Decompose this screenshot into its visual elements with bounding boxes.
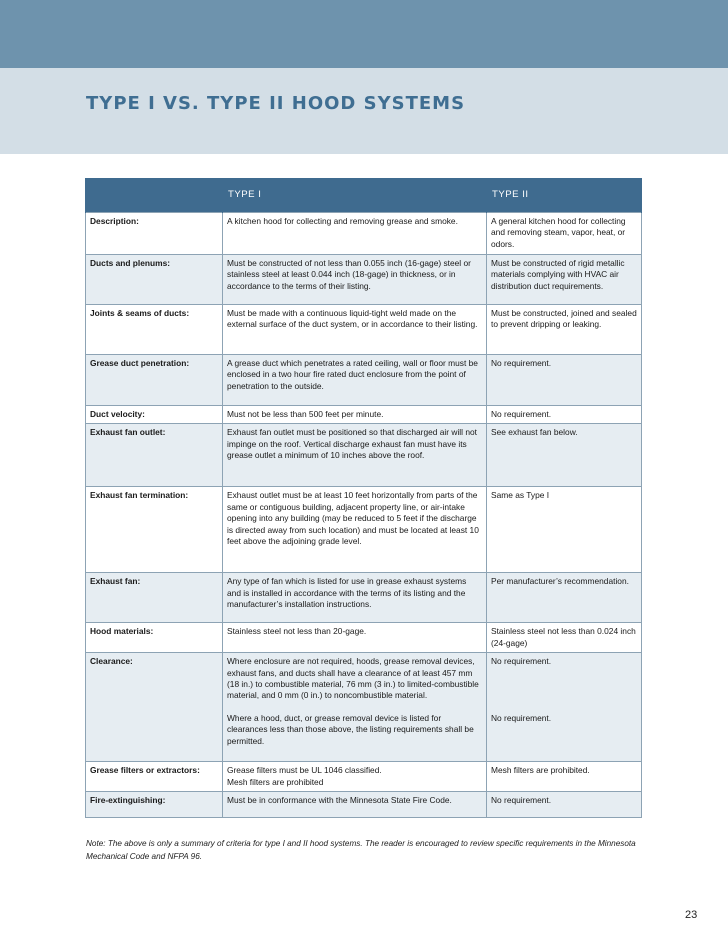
type-1-cell: Any type of fan which is listed for use in grease exhaust systems and is installed in accordance with the terms of its listing and the manufacturer’s installation instructions. — [223, 573, 487, 623]
clearance-text-1: Where enclosure are not required, hoods, grease removal devices, exhaust fans, and ducts shall have a clearance of at least 457 mm (18 in.) to combustible material, 76 mm (3 in.) to limited-combustible material, and 0 mm (0 in.) to noncombustible material. — [227, 656, 479, 701]
table-row-ducts-plenums — [86, 255, 642, 305]
row-label: Joints & seams of ducts: — [86, 305, 223, 355]
header-type-1: TYPE I — [223, 178, 487, 213]
type-1-cell: Exhaust fan outlet must be positioned so that discharged air will not impinge on the roof. Vertical discharge exhaust fan must have its grease outlet a minimum of 10 inches above the roof. — [223, 424, 487, 487]
type-2-cell: No requirement. — [487, 355, 642, 406]
page-number: 23 — [685, 909, 698, 921]
type-2-cell — [487, 653, 642, 762]
row-label: Fire-extinguishing: — [86, 792, 223, 818]
row-label: Exhaust fan termination: — [86, 487, 223, 573]
grease-filter-text-1: Grease filters must be UL 1046 classified. — [227, 765, 382, 776]
row-label: Hood materials: — [86, 623, 223, 653]
row-label: Grease duct penetration: — [86, 355, 223, 406]
row-label: Description: — [86, 213, 223, 255]
top-banner — [0, 0, 728, 68]
row-label: Grease filters or extractors: — [86, 762, 223, 792]
table-header-row — [86, 178, 642, 213]
clearance-type-2-text-2: No requirement. — [491, 712, 552, 723]
type-1-cell: Must be constructed of not less than 0.055 inch (16-gage) steel or stainless steel at least 0.044 inch (18-gage) in thickness, or in accordance to the terms of their listing. — [223, 255, 487, 305]
type-2-cell: Per manufacturer’s recommendation. — [487, 573, 642, 623]
header-type-2: TYPE II — [487, 178, 642, 213]
type-2-cell: See exhaust fan below. — [487, 424, 642, 487]
table-row-exhaust-fan — [86, 573, 642, 623]
type-1-cell: A grease duct which penetrates a rated ceiling, wall or floor must be enclosed in a two hour fire rated duct enclosure from the point of penetration to the outside. — [223, 355, 487, 406]
type-2-cell: Mesh filters are prohibited. — [487, 762, 642, 792]
type-2-cell: Must be constructed, joined and sealed to prevent dripping or leaking. — [487, 305, 642, 355]
type-2-cell: No requirement. — [487, 406, 642, 424]
hood-comparison-table — [85, 178, 642, 818]
clearance-text-2: Where a hood, duct, or grease removal device is listed for clearances less than those above, the listing requirements shall be permitted. — [227, 712, 474, 746]
table-row-duct-velocity — [86, 406, 642, 424]
row-label: Ducts and plenums: — [86, 255, 223, 305]
footnote: Note: The above is only a summary of criteria for type I and II hood systems. The reader is encouraged to review specific requirements in the Minnesota Mechanical Code and NFPA 96. — [86, 839, 636, 861]
table-row-joints-seams — [86, 305, 642, 355]
row-label: Exhaust fan outlet: — [86, 424, 223, 487]
type-1-cell — [223, 653, 487, 762]
type-1-cell: Must not be less than 500 feet per minute. — [223, 406, 487, 424]
grease-filter-text-2: Mesh filters are prohibited — [227, 776, 324, 787]
type-1-cell: Must be made with a continuous liquid-tight weld made on the external surface of the duct system, or in accordance to their listing. — [223, 305, 487, 355]
type-2-cell: A general kitchen hood for collecting and removing steam, vapor, heat, or odors. — [487, 213, 642, 255]
table-row-hood-materials — [86, 623, 642, 653]
type-1-cell: Exhaust outlet must be at least 10 feet horizontally from parts of the same or contiguous building, adjacent property line, or air-intake opening into any building (may be reduced to 5 feet if the discharge is directed away from such location) and must be located at least 10 feet above the adjoining grade level. — [223, 487, 487, 573]
type-1-cell: Must be in conformance with the Minnesota State Fire Code. — [223, 792, 487, 818]
type-1-cell: Stainless steel not less than 20-gage. — [223, 623, 487, 653]
type-2-cell: Must be constructed of rigid metallic materials complying with HVAC air distribution duct requirements. — [487, 255, 642, 305]
row-label: Clearance: — [86, 653, 223, 762]
type-2-cell: Stainless steel not less than 0.024 inch (24-gage) — [487, 623, 642, 653]
table-row-grease-filters — [86, 762, 642, 792]
table-row-clearance — [86, 653, 642, 762]
table-row-exhaust-fan-outlet — [86, 424, 642, 487]
table-row-description — [86, 213, 642, 255]
header-empty — [86, 178, 223, 213]
type-1-cell: A kitchen hood for collecting and removing grease and smoke. — [223, 213, 487, 255]
row-label: Duct velocity: — [86, 406, 223, 424]
clearance-type-2-text-1: No requirement. — [491, 656, 552, 667]
table-row-exhaust-fan-termination — [86, 487, 642, 573]
type-2-cell: Same as Type I — [487, 487, 642, 573]
table-row-fire-extinguishing — [86, 792, 642, 818]
type-2-cell: No requirement. — [487, 792, 642, 818]
page-title: TYPE I VS. TYPE II HOOD SYSTEMS — [86, 93, 466, 114]
row-label: Exhaust fan: — [86, 573, 223, 623]
table-row-grease-duct-penetration — [86, 355, 642, 406]
type-1-cell — [223, 762, 487, 792]
